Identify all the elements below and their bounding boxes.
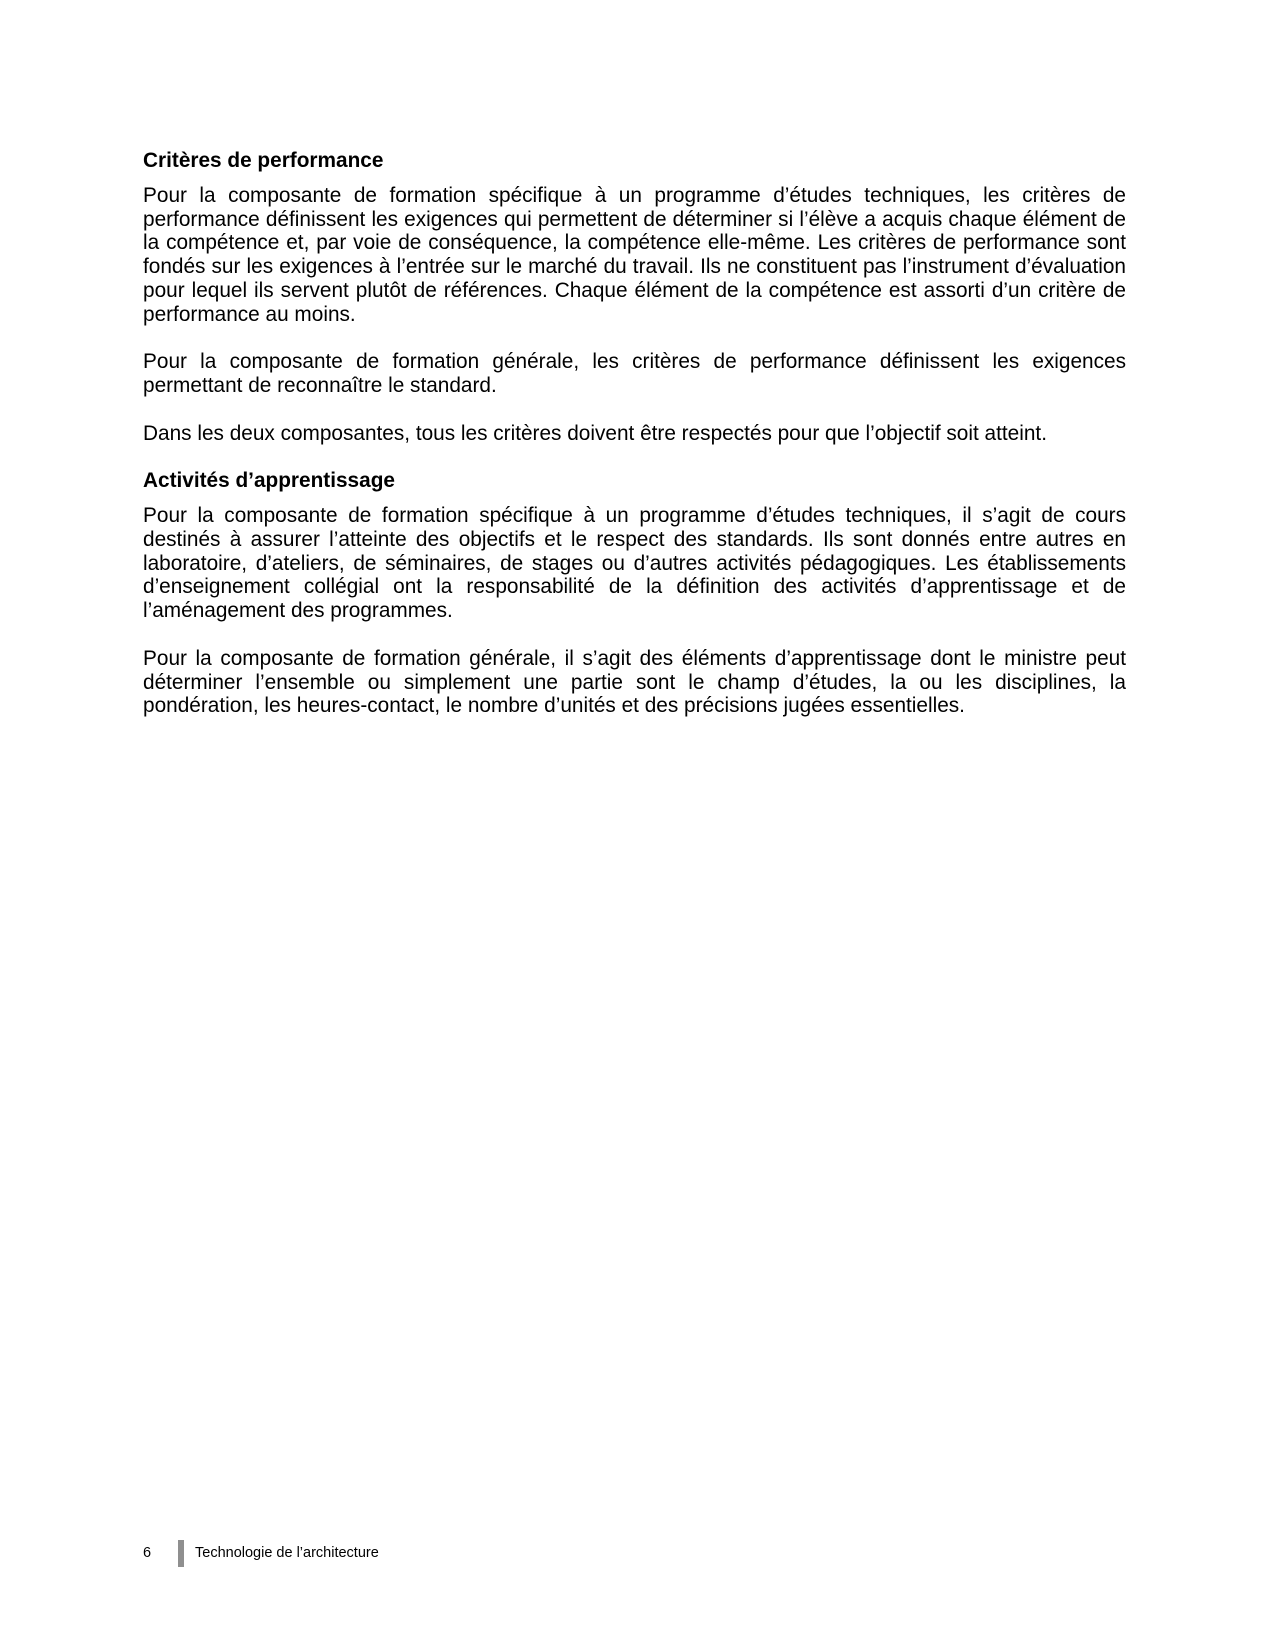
paragraph: Pour la composante de formation générale, il s’agit des éléments d’apprentissage dont le ministre peut déterminer l’ensemble ou simplement une partie sont le champ d’études, la ou les disciplines, la pondération, les heures-contact, le nombre d’unités et des précisions jugées essentielles. [143,646,1126,718]
document-content [143,149,1126,742]
paragraph: Pour la composante de formation spécifique à un programme d’études techniques, les critères de performance définissent les exigences qui permettent de déterminer si l’élève a acquis chaque élément de la compétence et, par voie de conséquence, la compétence elle-même. Les critères de performance sont fondés sur les exigences à l’entrée sur le marché du travail. Ils ne constituent pas l’instrument d’évaluation pour lequel ils servent plutôt de références. Chaque élément de la compétence est assorti d’un critère de performance au moins. [143,184,1126,326]
section-activites-dapprentissage [143,469,1126,718]
footer-separator-bar [178,1540,184,1567]
section-heading-criteres-de-performance: Critères de performance [143,149,384,172]
section-heading-activites-dapprentissage: Activités d’apprentissage [143,469,395,493]
paragraph: Pour la composante de formation générale, les critères de performance définissent les exigences permettant de reconnaître le standard. [143,350,1126,397]
paragraph: Dans les deux composantes, tous les critères doivent être respectés pour que l’objectif soit atteint. [143,421,1047,445]
page-number: 6 [143,1545,152,1561]
paragraph: Pour la composante de formation spécifique à un programme d’études techniques, il s’agit de cours destinés à assurer l’atteinte des objectifs et le respect des standards. Ils sont donnés entre autres en laboratoire, d’ateliers, de séminaires, de stages ou d’autres activités pédagogiques. Les établissements d’enseignement collégial ont la responsabilité de la définition des activités d’apprentissage et de l’aménagement des programmes. [143,504,1126,623]
footer-document-title: Technologie de l’architecture [195,1545,379,1561]
section-criteres-de-performance [143,149,1126,445]
page-footer [143,1540,379,1567]
